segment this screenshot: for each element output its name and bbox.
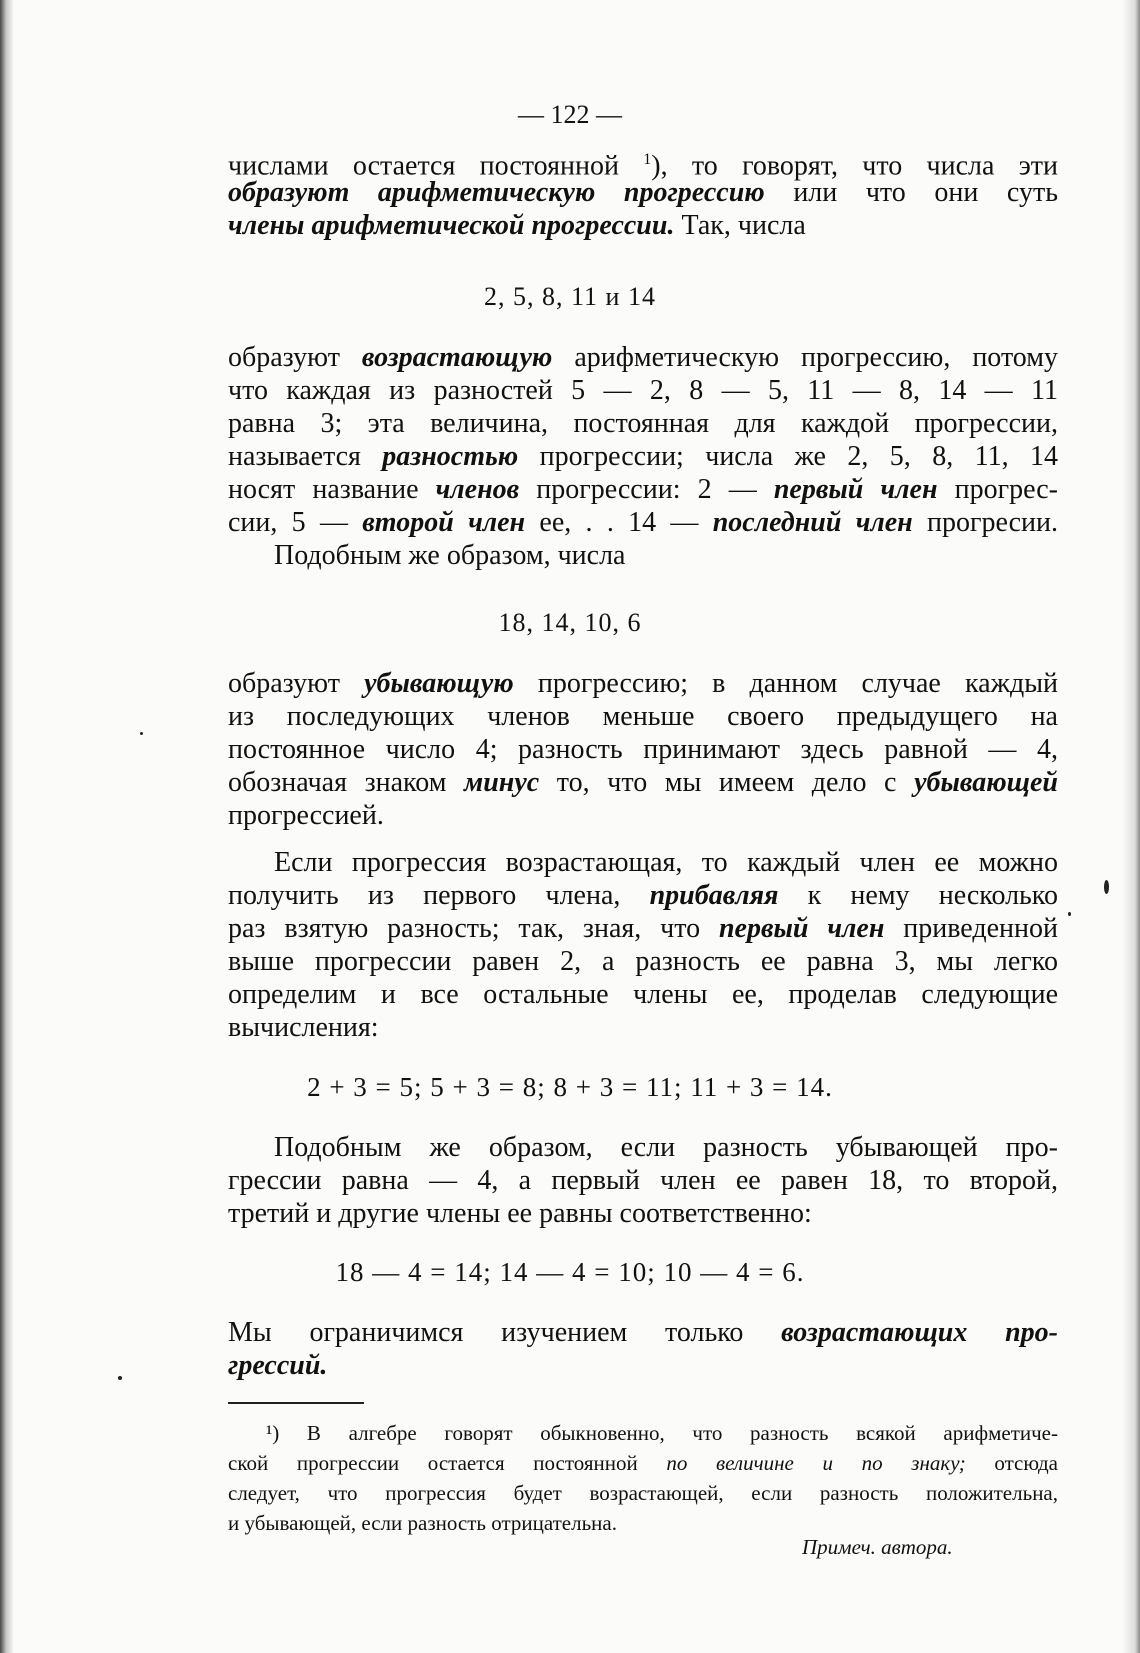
sequence-increasing: 2, 5, 8, 11 и 14 xyxy=(484,282,656,311)
text-line: сии, 5 — второй член ее, . . 14 — последний член прогресии. xyxy=(228,507,1059,538)
page-number: — 122 — xyxy=(518,100,622,129)
text-line: что каждая из разностей 5 — 2, 8 — 5, 11 — 8, 14 — 11 xyxy=(228,375,1058,406)
scan-speck xyxy=(1104,880,1109,894)
scan-edge-left xyxy=(0,0,14,1653)
scan-speck xyxy=(118,1376,122,1380)
text-line: выше прогрессии равен 2, а разность ее равна 3, мы легко xyxy=(228,946,1058,977)
text-line: равна 3; эта величина, постоянная для каждой прогрессии, xyxy=(228,408,1058,439)
text-line: Если прогрессия возрастающая, то каждый член ее можно xyxy=(274,847,1058,878)
equation-increasing: 2 + 3 = 5; 5 + 3 = 8; 8 + 3 = 11; 11 + 3 = 14. xyxy=(307,1072,833,1102)
author-note-signature: Примеч. автора. xyxy=(802,1535,953,1559)
text-line: грессии равна — 4, а первый член ее равен 18, то второй, xyxy=(228,1165,1058,1196)
text-line: раз взятую разность; так, зная, что первый член приведенной xyxy=(228,913,1058,944)
text-line: обозначая знаком минус то, что мы имеем дело с убывающей xyxy=(228,767,1059,798)
text-line: грессий. xyxy=(228,1350,328,1381)
scan-speck xyxy=(140,732,143,735)
text-line: прогрессией. xyxy=(228,800,384,831)
scan-edge-right xyxy=(1122,0,1140,1653)
footnote-line: ¹) В алгебре говорят обыкновенно, что разность всякой арифметиче- xyxy=(266,1421,1058,1445)
text-line: образуют арифметическую прогрессию или что они суть xyxy=(228,177,1058,208)
text-line: определим и все остальные члены ее, проделав следующие xyxy=(228,979,1058,1010)
text-line: Подобным же образом, числа xyxy=(274,540,626,571)
text-line: Мы ограничимся изучением только возрастающих про- xyxy=(228,1317,1058,1348)
footnote-line: ской прогрессии остается постоянной по величине и по знаку; отсюда xyxy=(228,1451,1058,1475)
text-line: числами остается постоянной $^1$), то говорят, что числа эти xyxy=(228,150,1058,182)
text-line: получить из первого члена, прибавляя к нему несколько xyxy=(228,880,1058,911)
text-line: третий и другие члены ее равны соответственно: xyxy=(228,1198,812,1229)
text-line: вычисления: xyxy=(228,1012,379,1043)
text-line: образуют убывающую прогрессию; в данном случае каждый xyxy=(228,668,1059,699)
footnote-separator xyxy=(228,1402,364,1404)
scan-speck xyxy=(1068,912,1071,916)
footnote-line: следует, что прогрессия будет возрастающей, если разность положительна, xyxy=(228,1481,1058,1505)
equation-decreasing: 18 — 4 = 14; 14 — 4 = 10; 10 — 4 = 6. xyxy=(335,1257,805,1287)
text-line: носят название членов прогрессии: 2 — первый член прогрес- xyxy=(228,474,1058,505)
footnote-line: и убывающей, если разность отрицательна. xyxy=(228,1511,617,1535)
text-line: из последующих членов меньше своего предыдущего на xyxy=(228,701,1058,732)
text-line: Подобным же образом, если разность убывающей про- xyxy=(274,1132,1058,1163)
text-line: постоянное число 4; разность принимают здесь равной — 4, xyxy=(228,734,1058,765)
sequence-decreasing: 18, 14, 10, 6 xyxy=(498,608,642,637)
text-line: образуют возрастающую арифметическую прогрессию, потому xyxy=(228,342,1058,373)
text-line: члены арифметической прогрессии. Так, числа xyxy=(228,210,806,241)
text-line: называется разностью прогрессии; числа же 2, 5, 8, 11, 14 xyxy=(228,441,1058,472)
